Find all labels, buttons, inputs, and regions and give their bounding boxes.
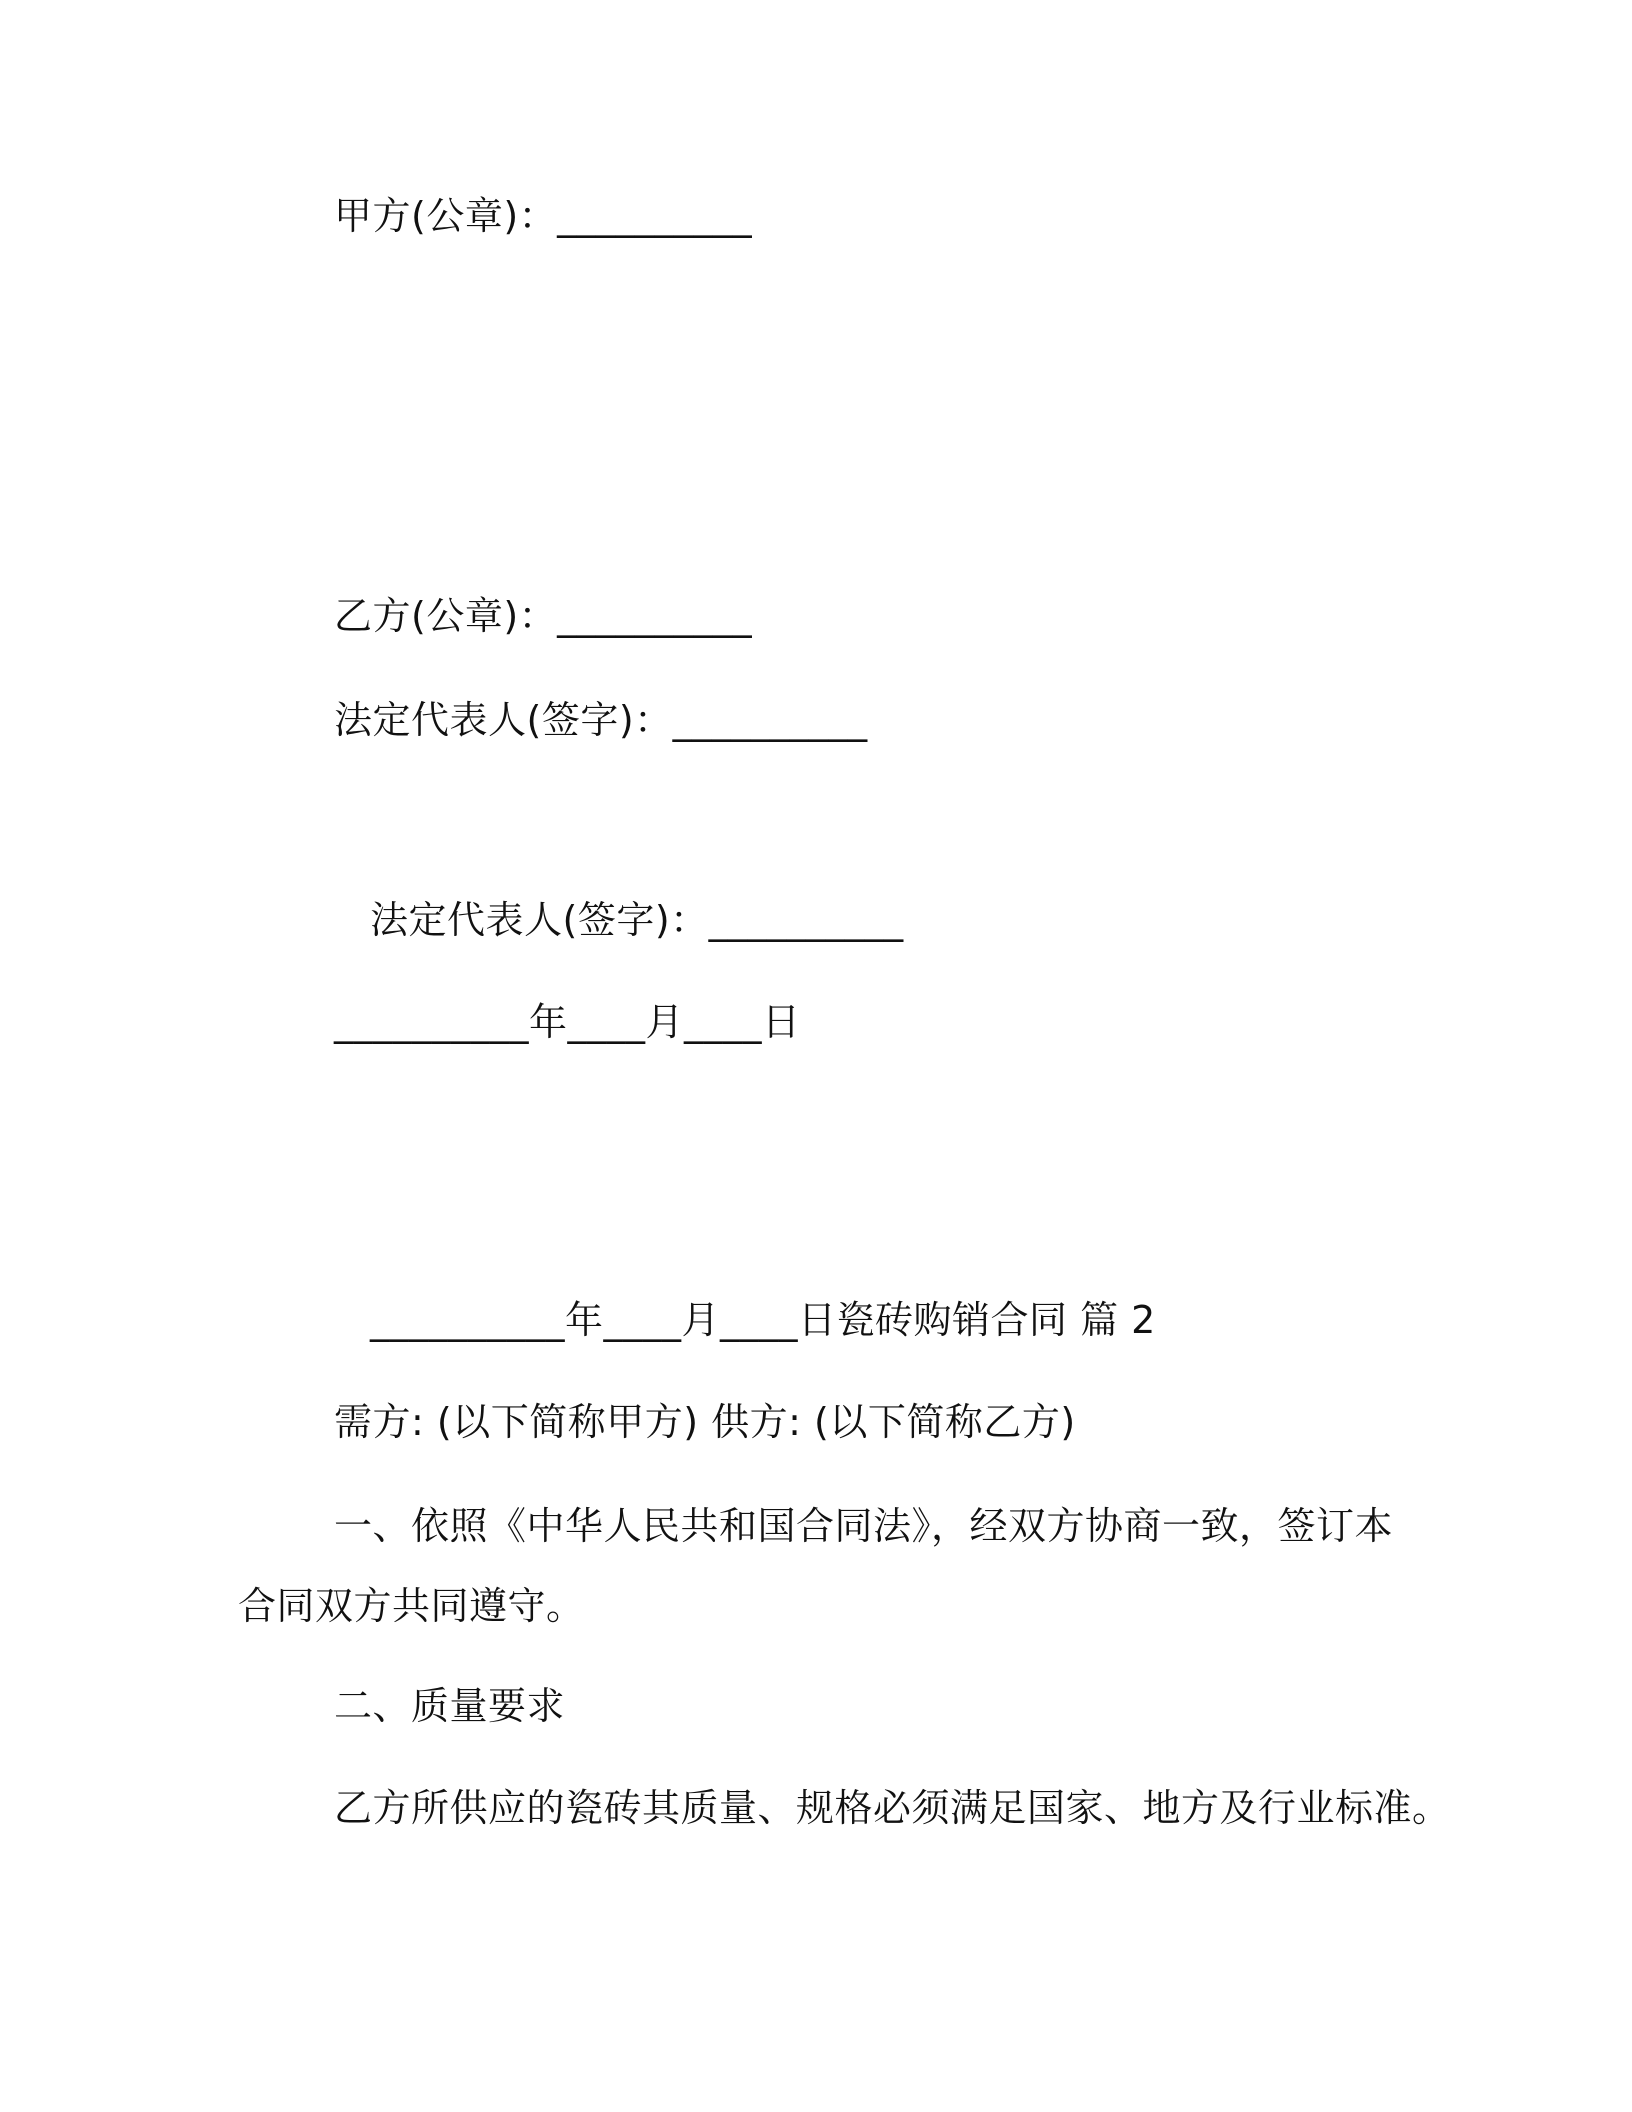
contract-title: __________年____月____日瓷砖购销合同 篇 2 bbox=[370, 1298, 1156, 1342]
party-b-seal-line: 乙方(公章)：__________ bbox=[334, 594, 753, 638]
party-a-seal-line: 甲方(公章)：__________ bbox=[334, 194, 753, 238]
clause-1-line-2: 合同双方共同遵守。 bbox=[238, 1584, 585, 1628]
clause-2-body: 乙方所供应的瓷砖其质量、规格必须满足国家、地方及行业标准。 bbox=[334, 1786, 1451, 1830]
parties-line: 需方: (以下简称甲方) 供方: (以下简称乙方) bbox=[334, 1400, 1076, 1444]
legal-representative-signature-line: 法定代表人(签字)：__________ bbox=[334, 698, 868, 742]
date-line: __________年____月____日 bbox=[334, 1000, 801, 1044]
clause-1-line-1: 一、依照《中华人民共和国合同法》，经双方协商一致，签订本 bbox=[334, 1504, 1394, 1548]
legal-representative-signature-line-2: 法定代表人(签字)：__________ bbox=[370, 898, 904, 942]
clause-2-heading: 二、质量要求 bbox=[334, 1684, 566, 1728]
